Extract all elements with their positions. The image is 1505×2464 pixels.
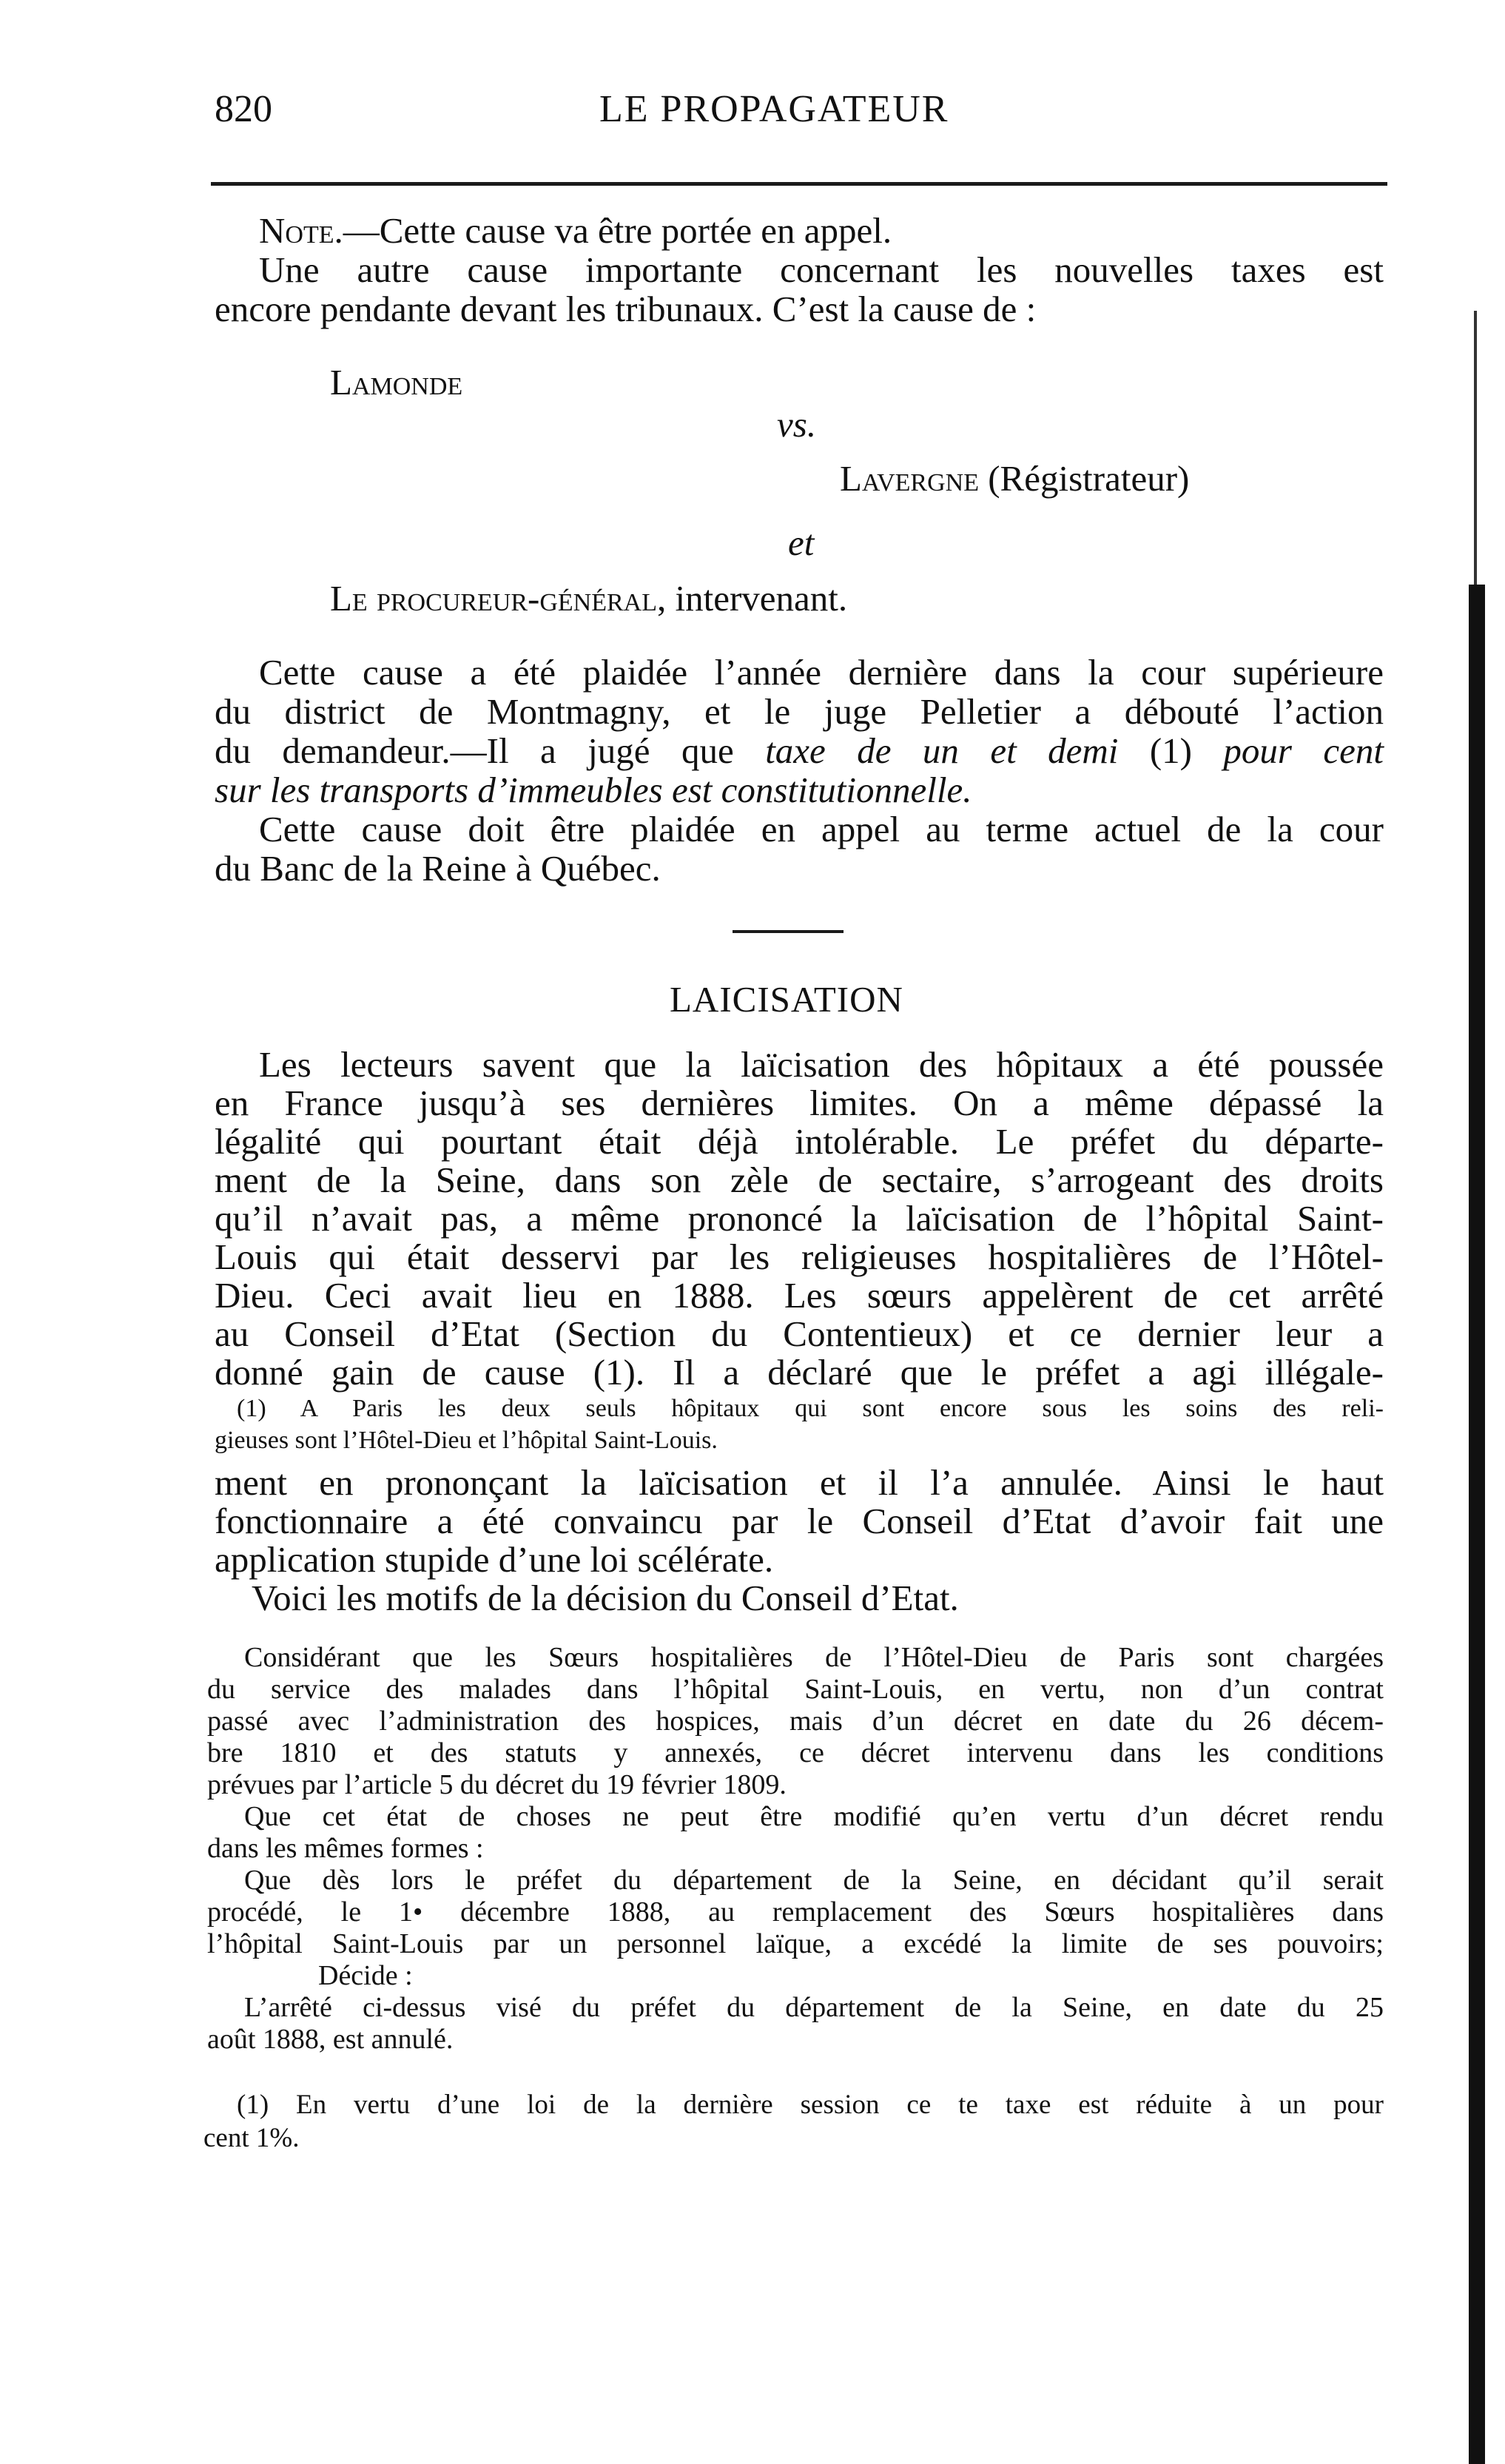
- section-line-3: légalité qui pourtant était déjà intolérable. Le préfet du départe-: [215, 1121, 1384, 1162]
- footnote-ref-1: (1): [1149, 730, 1192, 771]
- section-line-7: Dieu. Ceci avait lieu en 1888. Les sœurs appelèrent de cet arrêté: [215, 1275, 1384, 1316]
- running-title: LE PROPAGATEUR: [599, 88, 949, 130]
- case-intervenor: Le procureur-général,: [330, 578, 667, 619]
- decision-line-13: août 1888, est annulé.: [207, 2024, 454, 2055]
- case-defendant: Lavergne: [840, 458, 979, 499]
- section-line-6: Louis qui était desservi par les religieuses hospitalières de l’Hôtel-: [215, 1236, 1384, 1277]
- section-separator: [733, 930, 844, 933]
- decision-line-3: passé avec l’administration des hospices, mais d’un décret en date du 26 décem-: [207, 1706, 1384, 1737]
- note-line-2: Une autre cause importante concernant les nouvelles taxes est: [259, 249, 1384, 290]
- footnote-line-1: (1) En vertu d’une loi de la dernière session ce te taxe est réduite à un pour: [237, 2090, 1384, 2120]
- scan-edge-shadow: [1469, 585, 1485, 2464]
- case-para-italic-line: sur les transports d’immeubles est constitutionnelle.: [215, 770, 972, 810]
- case-defendant-role: (Régistrateur): [988, 458, 1190, 499]
- decision-line-10: l’hôpital Saint-Louis par un personnel laïque, a excédé la limite de ses pouvoirs;: [207, 1928, 1384, 1959]
- section-line-8: au Conseil d’Etat (Section du Contentieux) et ce dernier leur a: [215, 1313, 1384, 1354]
- scan-edge-line: [1474, 311, 1477, 592]
- note-text-1: —Cette cause va être portée en appel.: [343, 210, 892, 251]
- footnote-line-2: cent 1%.: [203, 2123, 300, 2153]
- case-versus: vs.: [777, 404, 817, 445]
- page-number: 820: [215, 88, 272, 130]
- note-label: Note.: [259, 210, 343, 251]
- inline-footnote-line-2: gieuses sont l’Hôtel-Dieu et l’hôpital Saint-Louis.: [215, 1427, 718, 1454]
- decision-line-12: L’arrêté ci-dessus visé du préfet du département de la Seine, en date du 25: [244, 1992, 1384, 2023]
- case-intervenor-line: [330, 577, 847, 619]
- decision-line-9: procédé, le 1• décembre 1888, au remplacement des Sœurs hospitalières dans: [207, 1896, 1384, 1928]
- decision-line-6: Que cet état de choses ne peut être modifié qu’en vertu d’un décret rendu: [244, 1801, 1384, 1832]
- case-appeal-line-2: du Banc de la Reine à Québec.: [215, 848, 661, 889]
- case-para-line-2: du district de Montmagny, et le juge Pelletier a débouté l’action: [215, 691, 1384, 732]
- case-para-italic-a: taxe de un et demi: [765, 730, 1119, 771]
- case-para-text-3: du demandeur.—Il a jugé que: [215, 730, 734, 771]
- section-line-5: qu’il n’avait pas, a même prononcé la laïcisation de l’hôpital Saint-: [215, 1198, 1384, 1239]
- decision-line-4: bre 1810 et des statuts y annexés, ce décret intervenu dans les conditions: [207, 1737, 1384, 1768]
- section-line-9: donné gain de cause (1). Il a déclaré que le préfet a agi illégale-: [215, 1352, 1384, 1393]
- case-appeal-line-1: Cette cause doit être plaidée en appel au terme actuel de la cour: [259, 809, 1384, 849]
- header-rule: [211, 182, 1387, 186]
- decision-line-2: du service des malades dans l’hôpital Saint-Louis, en vertu, non d’un contrat: [207, 1674, 1384, 1705]
- case-conjunction: et: [788, 522, 815, 563]
- section-line-2: en France jusqu’à ses dernières limites. On a même dépassé la: [215, 1083, 1384, 1123]
- continuation-line-1: ment en prononçant la laïcisation et il l’a annulée. Ainsi le haut: [215, 1462, 1384, 1503]
- case-defendant-line: [840, 457, 1189, 499]
- case-para-italic-b: pour cent: [1223, 730, 1384, 771]
- note-line-1: [259, 209, 892, 252]
- decision-line-5: prévues par l’article 5 du décret du 19 février 1809.: [207, 1769, 787, 1800]
- section-title: LAICISATION: [670, 979, 903, 1020]
- case-para-line-3: [215, 730, 1384, 772]
- continuation-line-2: fonctionnaire a été convaincu par le Conseil d’Etat d’avoir fait une: [215, 1501, 1384, 1541]
- decision-line-1: Considérant que les Sœurs hospitalières de l’Hôtel-Dieu de Paris sont chargées: [244, 1642, 1384, 1673]
- continuation-line-3: application stupide d’une loi scélérate.: [215, 1539, 774, 1580]
- continuation-line-4: Voici les motifs de la décision du Conseil d’Etat.: [252, 1578, 959, 1618]
- case-plaintiff: Lamonde: [330, 362, 463, 403]
- section-line-1: Les lecteurs savent que la laïcisation des hôpitaux a été poussée: [259, 1044, 1384, 1085]
- case-para-line-1: Cette cause a été plaidée l’année dernière dans la cour supérieure: [259, 652, 1384, 693]
- decision-line-8: Que dès lors le préfet du département de la Seine, en décidant qu’il serait: [244, 1865, 1384, 1896]
- inline-footnote-line-1: (1) A Paris les deux seuls hôpitaux qui sont encore sous les soins des reli-: [237, 1395, 1384, 1422]
- section-line-4: ment de la Seine, dans son zèle de sectaire, s’arrogeant des droits: [215, 1159, 1384, 1200]
- note-line-3: encore pendante devant les tribunaux. C’est la cause de :: [215, 289, 1037, 329]
- decision-line-7: dans les mêmes formes :: [207, 1833, 484, 1864]
- case-intervenor-role: intervenant.: [675, 578, 848, 619]
- decision-line-11: Décide :: [318, 1960, 413, 1991]
